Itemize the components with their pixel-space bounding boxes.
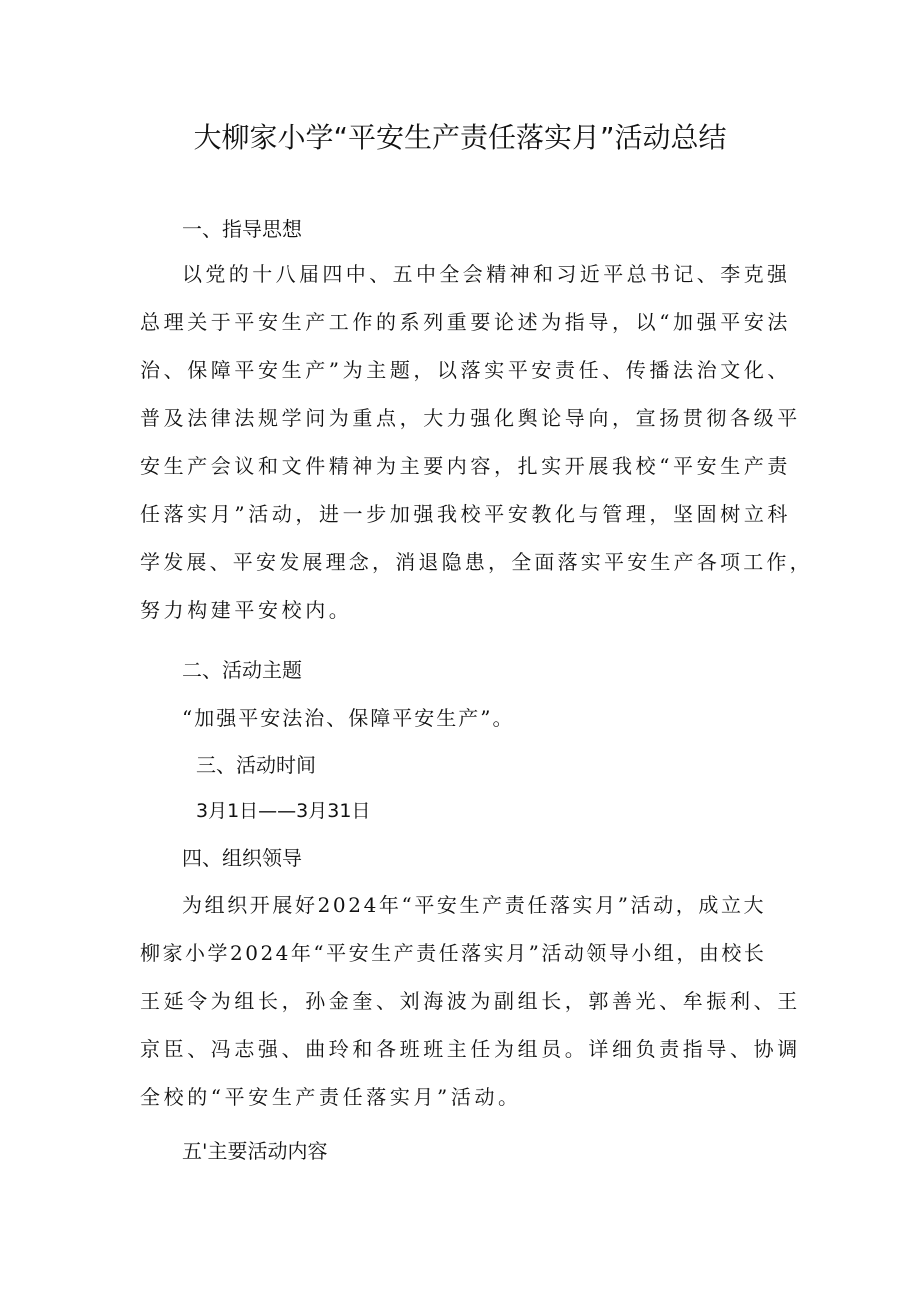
- paragraph-line: 普及法律法规学问为重点，大力强化舆论导向，宣扬贯彻各级平: [140, 406, 801, 430]
- section-heading-1: 一、指导思想: [182, 217, 302, 241]
- section-heading-2: 二、活动主题: [182, 658, 302, 682]
- section-heading-4: 四、组织领导: [182, 846, 302, 870]
- paragraph-line: 努力构建平安校内。: [140, 598, 353, 622]
- section-heading-3: 三、活动时间: [196, 753, 316, 777]
- paragraph-line: 治、保障平安生产”为主题，以落实平安责任、传播法治文化、: [140, 358, 792, 382]
- paragraph-line: 3月1日——3月31日: [196, 800, 371, 822]
- paragraph-line: 任落实月”活动，进一步加强我校平安教化与管理，坚固树立科: [140, 502, 792, 526]
- paragraph-line: 柳家小学2024年“平安生产责任落实月”活动领导小组，由校长: [140, 941, 767, 965]
- paragraph-line: 学发展、平安发展理念，消退隐患，全面落实平安生产各项工作，: [140, 550, 813, 574]
- paragraph-line: 安生产会议和文件精神为主要内容，扎实开展我校“平安生产责: [140, 454, 792, 478]
- paragraph-line: 以党的十八届四中、五中全会精神和习近平总书记、李克强: [182, 262, 791, 286]
- paragraph-line: 总理关于平安生产工作的系列重要论述为指导，以“加强平安法: [140, 310, 792, 334]
- section-heading-5: 五'主要活动内容: [182, 1139, 328, 1163]
- document-title: 大柳家小学“平安生产责任落实月”活动总结: [193, 121, 727, 154]
- paragraph-line: 为组织开展好2024年“平安生产责任落实月”活动，成立大: [182, 893, 767, 917]
- paragraph-line: 京臣、冯志强、曲玲和各班班主任为组员。详细负责指导、协调: [140, 1037, 801, 1061]
- paragraph-line: 王延令为组长，孙金奎、刘海波为副组长，郭善光、牟振利、王: [140, 989, 801, 1013]
- paragraph-line: “加强平安法治、保障平安生产”。: [182, 706, 515, 730]
- paragraph-line: 全校的“平安生产责任落实月”活动。: [140, 1085, 522, 1109]
